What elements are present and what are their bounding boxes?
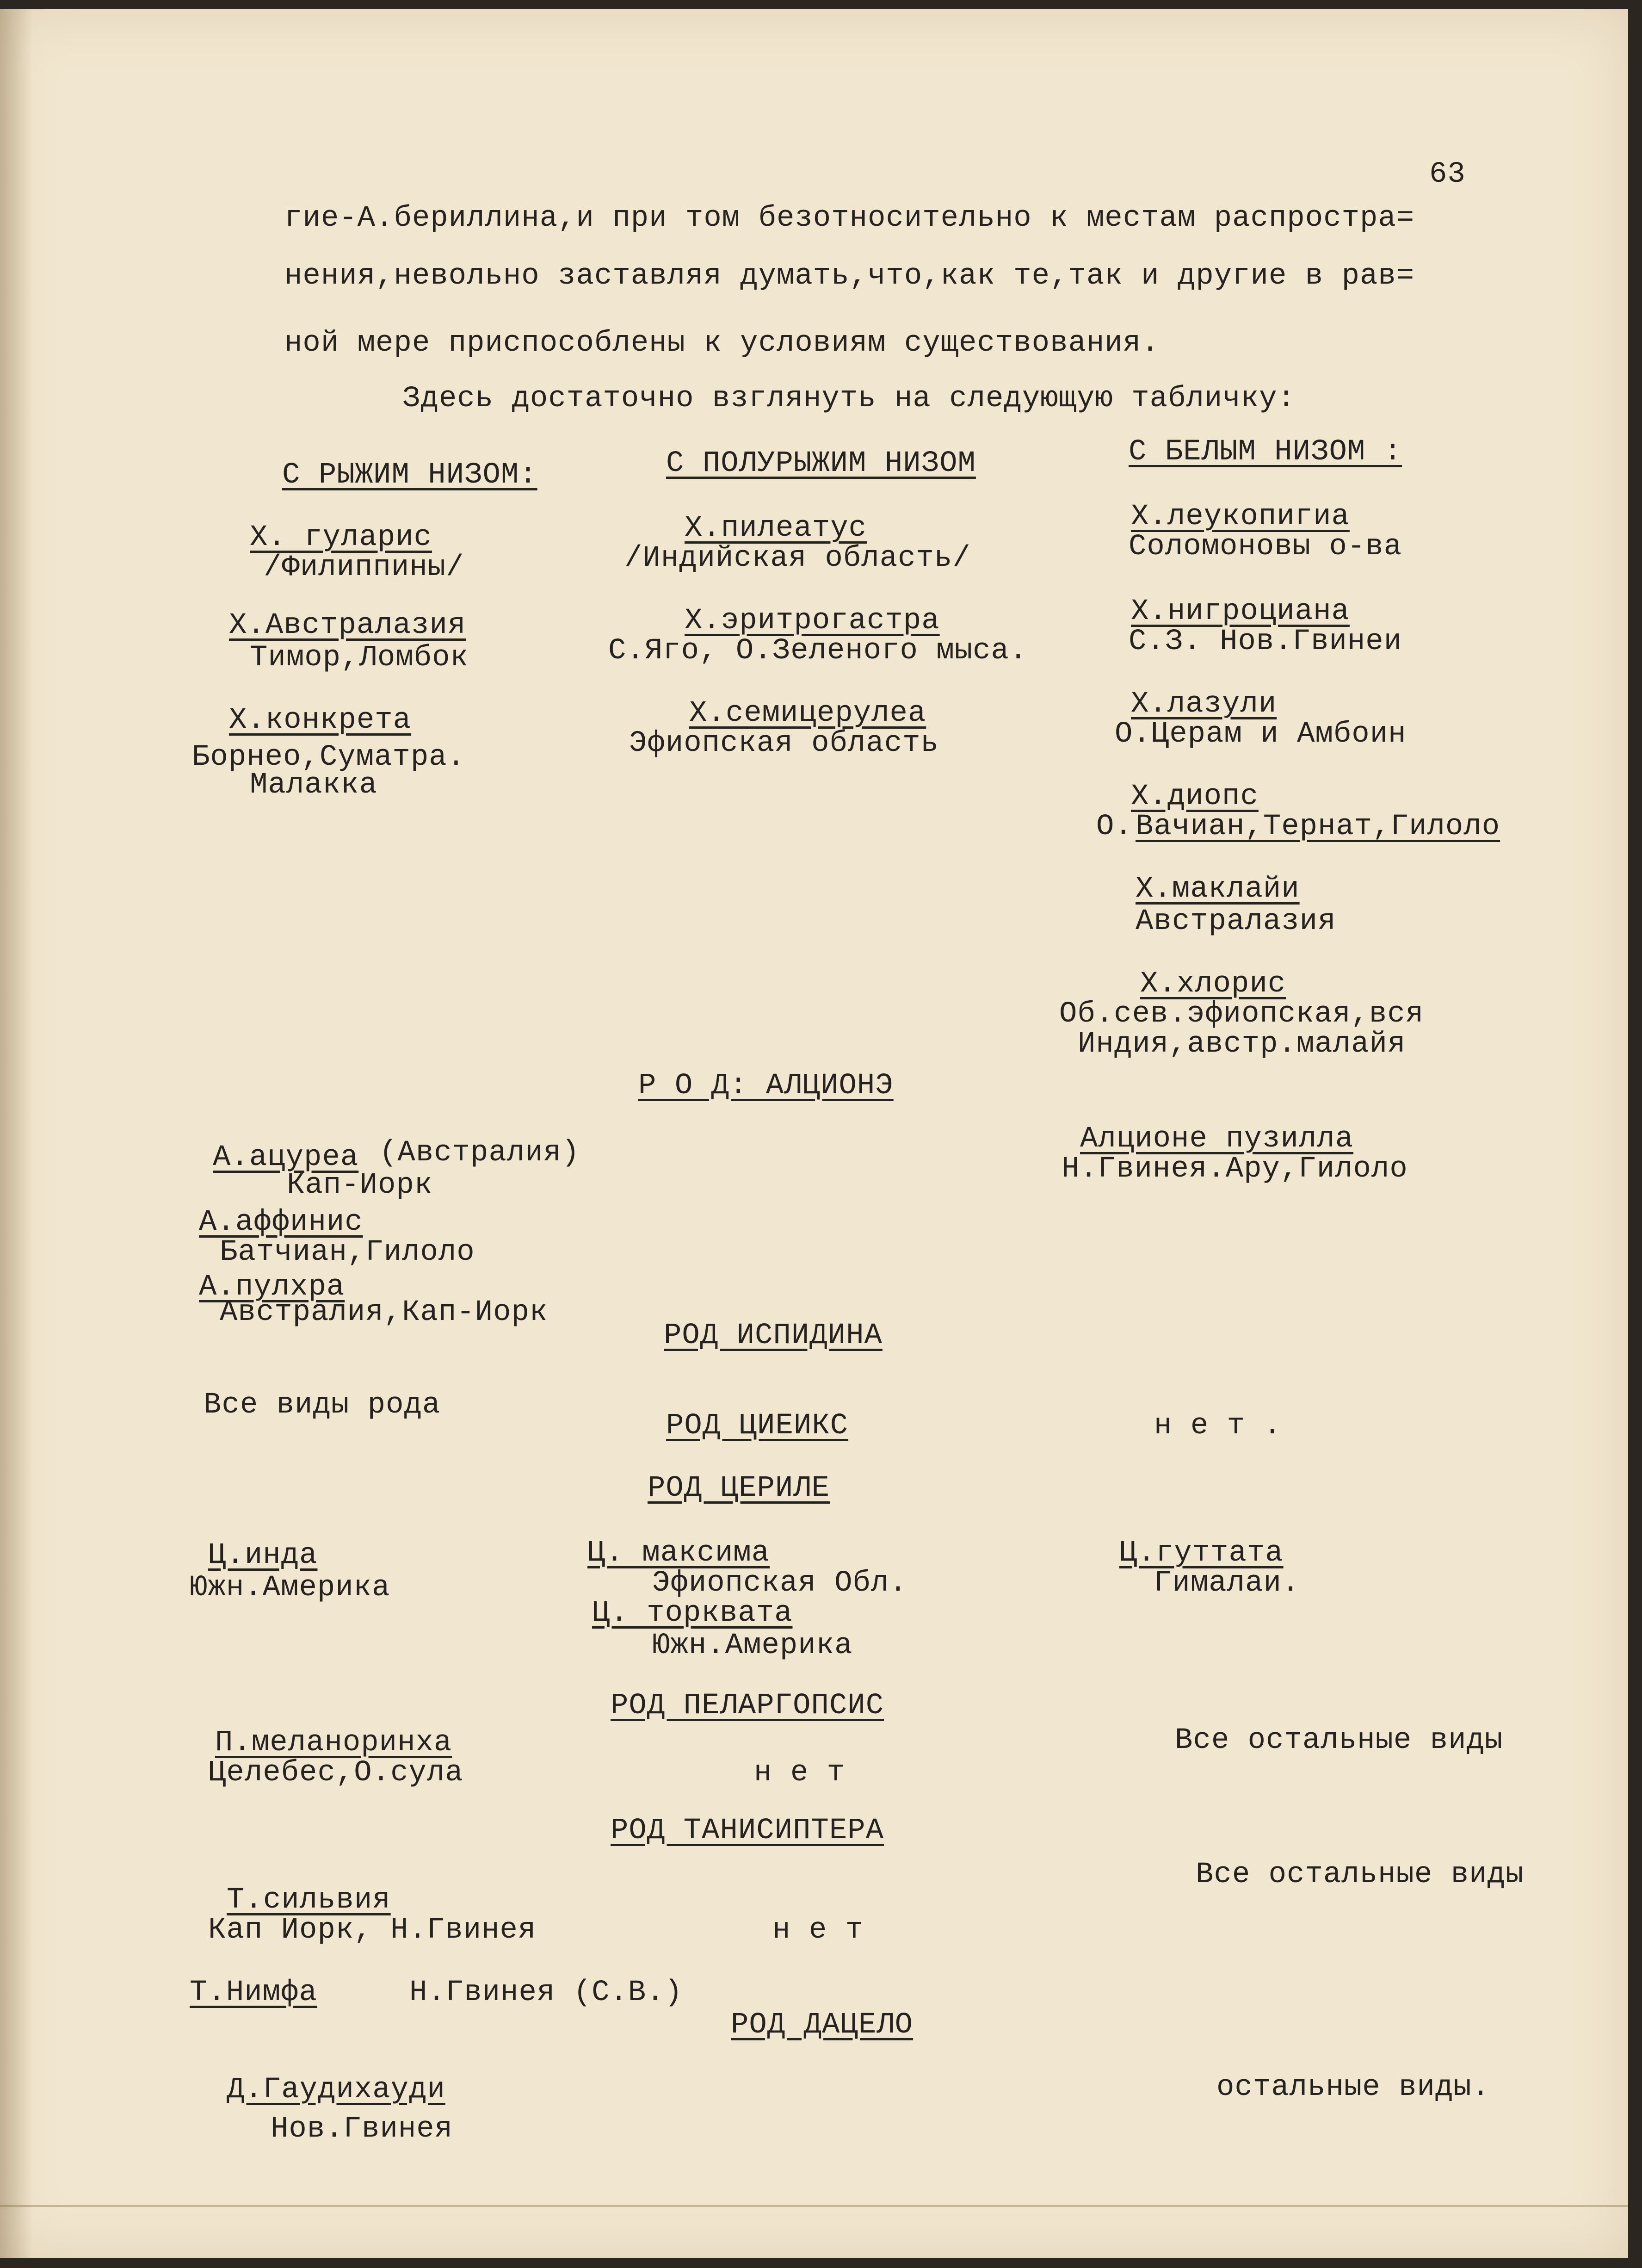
ceryle-mid1-name: Ц. максима <box>587 1537 770 1570</box>
col2-location-3: Эфиопская область <box>629 727 939 760</box>
dacelo-right: остальные виды. <box>1216 2071 1490 2104</box>
intro-line-2: нения,невольно заставляя думать,что,как те,так и другие в рав= <box>284 260 1415 293</box>
col3-species-3: Х.лазули <box>1131 688 1277 721</box>
alcyone-species-2: А.аффинис <box>199 1206 363 1239</box>
col3-location-6b: Индия,австр.малайя <box>1078 1028 1406 1061</box>
ceryle-right-name: Ц.гуттата <box>1119 1537 1284 1570</box>
col3-species-1: Х.леукопигиа <box>1131 500 1350 533</box>
col3-location-2: С.З. Нов.Гвинеи <box>1129 625 1402 658</box>
header-red-belly: С РЫЖИМ НИЗОМ: <box>282 459 537 492</box>
genus-alcyone-title: Р О Д: АЛЦИОНЭ <box>638 1069 894 1103</box>
col2-species-1: Х.пилеатус <box>685 512 867 545</box>
ceryle-mid2-name: Ц. торквата <box>592 1597 793 1630</box>
tanysiptera-right: Все остальные виды <box>1196 1858 1524 1891</box>
col1-location-1: /Филиппины/ <box>264 551 464 584</box>
intro-line-4: Здесь достаточно взглянуть на следующую табличку: <box>402 382 1296 415</box>
alcyone-location-1: Кап-Иорк <box>287 1169 433 1202</box>
genus-dacelo-title: РОД ДАЦЕЛО <box>731 2008 914 2042</box>
ceyx-right: н е т . <box>1154 1409 1282 1443</box>
dacelo-left-name: Д.Гаудихауди <box>227 2073 445 2107</box>
ceryle-right-location: Гималаи. <box>1154 1567 1300 1600</box>
col3-location-4-prefix: О. <box>1096 810 1133 843</box>
col1-location-2: Тимор,Ломбок <box>250 641 469 675</box>
col2-location-1: /Индийская область/ <box>624 542 971 575</box>
pelargopsis-right: Все остальные виды <box>1175 1724 1503 1757</box>
col3-location-5: Австралазия <box>1136 905 1336 938</box>
tanysiptera-left1-name: Т.сильвия <box>227 1884 391 1917</box>
tanysiptera-left2-location: Н.Гвинея (С.В.) <box>409 1976 683 2009</box>
col1-location-3: Борнео,Суматра. <box>192 741 466 774</box>
alcyone-pusilla-location: Н.Гвинея.Ару,Гилоло <box>1062 1153 1408 1186</box>
pelargopsis-mid: н е т <box>754 1756 846 1790</box>
col3-species-2: Х.нигроциана <box>1131 595 1350 628</box>
col1-species-3: Х.конкрета <box>229 704 412 737</box>
tanysiptera-left2-name: Т.Нимфа <box>190 1976 317 2009</box>
header-half-red-belly: С ПОЛУРЫЖИМ НИЗОМ <box>666 447 976 480</box>
col3-location-6: Об.сев.эфиопская,вся <box>1059 998 1424 1031</box>
document-page <box>0 9 1628 2258</box>
col3-location-3: О.Церам и Амбоин <box>1115 718 1407 751</box>
ispidina-left: Все виды рода <box>204 1388 441 1422</box>
pelargopsis-left-name: П.меланоринха <box>215 1726 452 1760</box>
col2-species-3: Х.семицерулеа <box>689 697 926 730</box>
ceryle-left-name: Ц.инда <box>208 1539 318 1572</box>
dacelo-left-location: Нов.Гвинея <box>271 2113 453 2146</box>
intro-line-1: гие-А.бериллина,и при том безотносительно к местам распростра= <box>284 202 1415 235</box>
col1-location-3b: Малакка <box>250 768 377 802</box>
tanysiptera-mid: н е т <box>772 1914 864 1947</box>
alcyone-location-3: Австралия,Кап-Иорк <box>220 1296 548 1329</box>
header-white-belly: С БЕЛЫМ НИЗОМ : <box>1129 435 1402 469</box>
genus-ceyx-title: РОД ЦИЕИКС <box>666 1409 849 1443</box>
alcyone-species-3: А.пулхра <box>199 1270 345 1304</box>
col1-species-1: Х. гуларис <box>250 521 432 554</box>
genus-ispidina-title: РОД ИСПИДИНА <box>664 1319 883 1352</box>
alcyone-pusilla-name: Алционе пузилла <box>1080 1122 1354 1156</box>
col3-species-5: Х.маклайи <box>1136 873 1300 906</box>
alcyone-species-1-suffix: (Австралия) <box>379 1136 580 1170</box>
col2-species-2: Х.эритрогастра <box>685 604 940 638</box>
col3-species-6: Х.хлорис <box>1140 967 1286 1001</box>
alcyone-species-1: А.ацуреа <box>213 1141 359 1174</box>
ceryle-left-location: Южн.Америка <box>190 1571 390 1605</box>
col3-species-4: Х.диопс <box>1131 780 1259 813</box>
ceryle-mid1-location: Эфиопская Обл. <box>652 1567 907 1600</box>
col3-location-1: Соломоновы о-ва <box>1129 530 1402 564</box>
tanysiptera-left1-location: Кап Иорк, Н.Гвинея <box>208 1914 537 1947</box>
page-number: 63 <box>1429 158 1466 191</box>
col1-species-2: Х.Австралазия <box>229 609 466 642</box>
ceryle-mid2-location: Южн.Америка <box>652 1629 853 1662</box>
col3-location-4: Вачиан,Тернат,Гилоло <box>1136 810 1500 843</box>
col2-location-2: С.Яго, О.Зеленого мыса. <box>608 634 1028 668</box>
genus-pelargopsis-title: РОД ПЕЛАРГОПСИС <box>611 1689 884 1723</box>
intro-line-3: ной мере приспособлены к условиям существования. <box>284 327 1160 360</box>
pelargopsis-left-location: Целебес,О.сула <box>208 1756 463 1790</box>
genus-ceryle-title: РОД ЦЕРИЛЕ <box>648 1472 830 1505</box>
alcyone-location-2: Батчиан,Гилоло <box>220 1236 475 1269</box>
genus-tanysiptera-title: РОД ТАНИСИПТЕРА <box>611 1814 884 1847</box>
